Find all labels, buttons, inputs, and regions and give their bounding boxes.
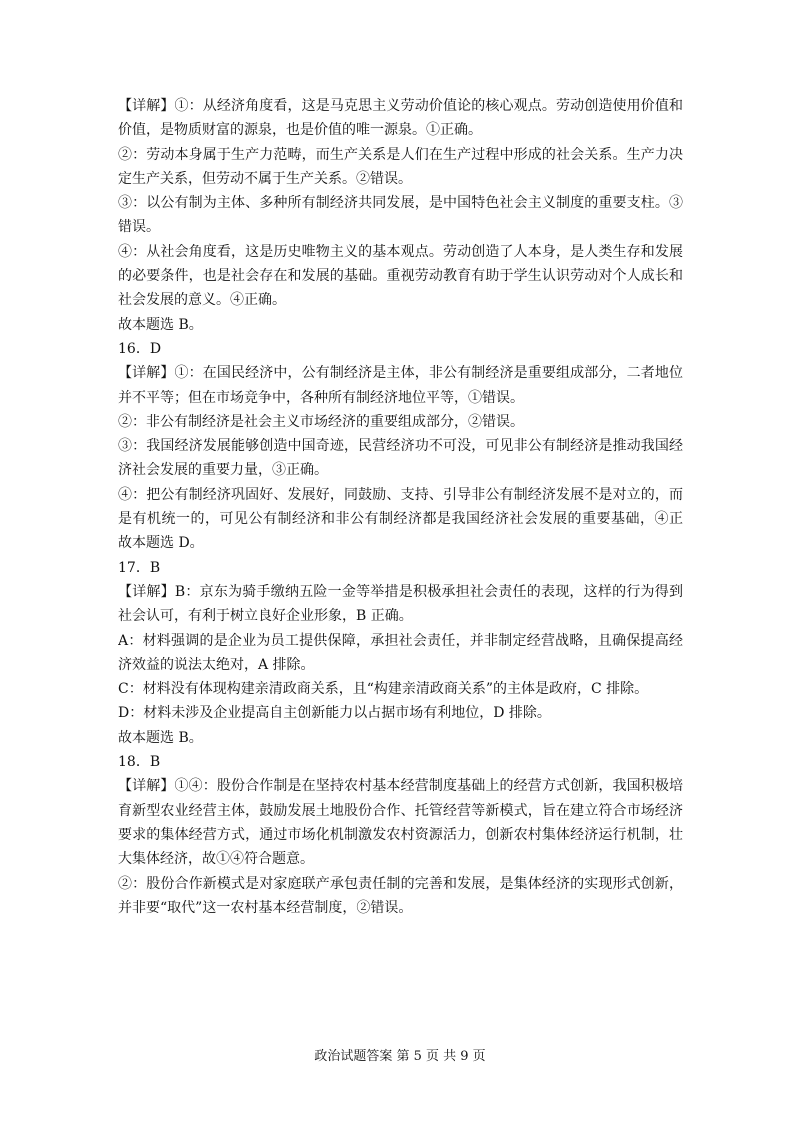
text-line: 并不平等；但在市场竞争中，各种所有制经济地位平等，①错误。 [118,389,524,406]
text-line: ④：把公有制经济巩固好、发展好，同鼓励、支持、引导非公有制经济发展不是对立的，而 [118,486,683,503]
text-line: D：材料未涉及企业提高自主创新能力以占据市场有利地位，D 排除。 [118,705,551,722]
page-footer: 政治试题答案 第 5 页 共 9 页 [314,1049,486,1064]
text-line: 大集体经济，故①④符合题意。 [118,851,314,868]
text-line: 故本题选 B。 [118,316,203,333]
text-line: 济效益的说法太绝对，A 排除。 [118,656,315,673]
text-line: 济社会发展的重要力量，③正确。 [118,462,328,479]
text-line: 故本题选 B。 [118,729,203,746]
text-line: 的必要条件，也是社会存在和发展的基础。重视劳动教育有助于学生认识劳动对个人成长和 [118,268,683,285]
answer-body [118,94,683,920]
text-line: 错误。 [118,219,160,236]
text-line: 16．D [118,340,162,357]
text-line: ②：非公有制经济是社会主义市场经济的重要组成部分，②错误。 [118,413,524,430]
text-line: ②：股份合作新模式是对家庭联产承包责任制的完善和发展，是集体经济的实现形式创新， [118,875,683,892]
text-line: 定生产关系，但劳动不属于生产关系。②错误。 [118,170,412,187]
text-line: 故本题选 D。 [118,535,204,552]
text-line: ②：劳动本身属于生产力范畴，而生产关系是人们在生产过程中形成的社会关系。生产力决 [118,146,683,163]
text-line: 价值，是物质财富的源泉，也是价值的唯一源泉。①正确。 [118,122,482,139]
text-line: 是有机统一的，可见公有制经济和非公有制经济都是我国经济社会发展的重要基础，④正 [118,511,683,528]
text-line: 要求的集体经营方式，通过市场化机制激发农村资源活力，创新农村集体经济运行机制，壮 [118,826,683,843]
text-line: A：材料强调的是企业为员工提供保障，承担社会责任，并非制定经营战略，且确保提高经 [118,632,683,649]
text-line: 【详解】B：京东为骑手缴纳五险一金等举措是积极承担社会责任的表现，这样的行为得到 [118,583,683,600]
text-line: 育新型农业经营主体，鼓励发展土地股份合作、托管经营等新模式，旨在建立符合市场经济 [118,802,683,819]
text-line: ③：我国经济发展能够创造中国奇迹，民营经济功不可没，可见非公有制经济是推动我国经 [118,438,683,455]
text-line: 【详解】①：在国民经济中，公有制经济是主体，非公有制经济是重要组成部分，二者地位 [118,365,683,382]
text-line: 17．B [118,559,161,576]
text-line: 18．B [118,754,161,771]
text-line: ④：从社会角度看，这是历史唯物主义的基本观点。劳动创造了人本身，是人类生存和发展 [118,243,683,260]
text-line: 并非要“取代”这一农村基本经营制度，②错误。 [118,899,413,916]
text-line: 【详解】①④：股份合作制是在坚持农村基本经营制度基础上的经营方式创新，我国积极培 [118,778,683,795]
text-line: ③：以公有制为主体、多种所有制经济共同发展，是中国特色社会主义制度的重要支柱。③ [118,195,683,212]
text-line: 社会发展的意义。④正确。 [118,292,286,309]
text-line: 【详解】①：从经济角度看，这是马克思主义劳动价值论的核心观点。劳动创造使用价值和 [118,98,683,114]
text-line: C：材料没有体现构建亲清政商关系，且“构建亲清政商关系”的主体是政府，C 排除。 [118,681,649,698]
text-line: 社会认可，有利于树立良好企业形象，B 正确。 [118,608,413,625]
